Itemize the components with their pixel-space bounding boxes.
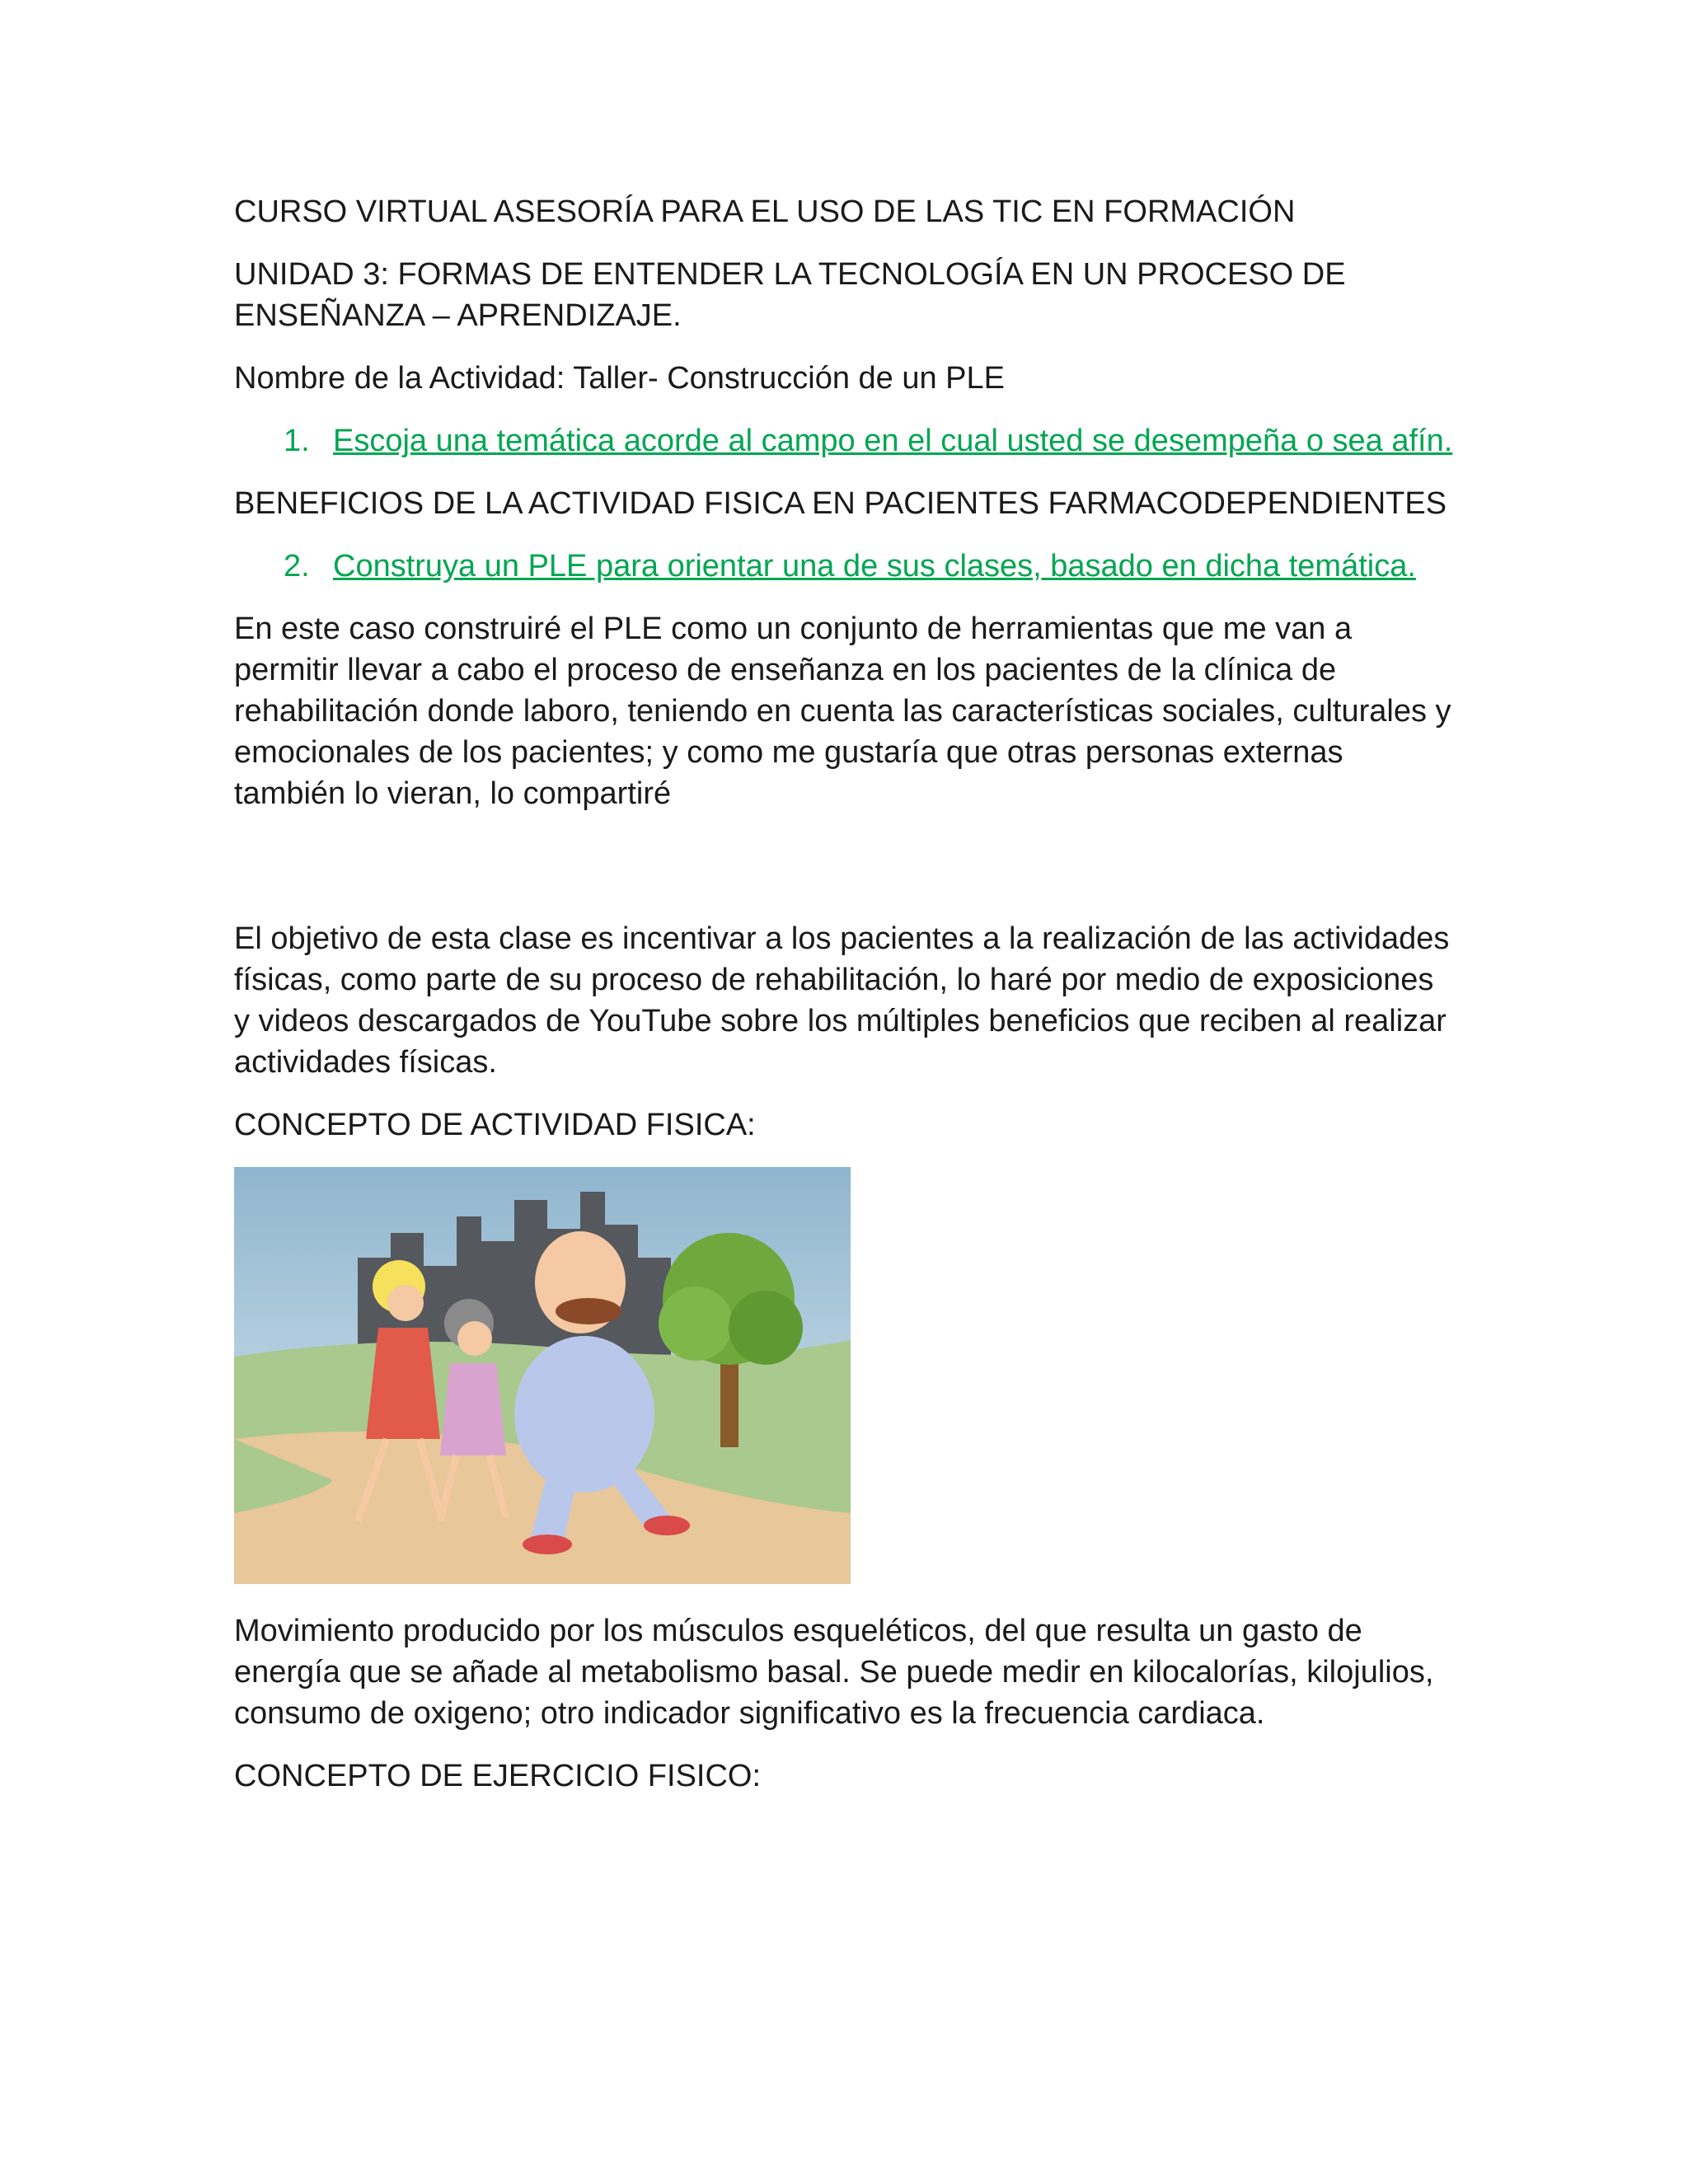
document-body: [234, 191, 1454, 1818]
woman2-face: [457, 1321, 492, 1356]
tree-crown-right: [729, 1291, 803, 1365]
list-number: 1.: [284, 424, 310, 458]
tree-crown-left: [659, 1286, 733, 1361]
step-list-2: [234, 546, 1454, 587]
woman1-face: [387, 1285, 424, 1321]
heading-physical-exercise: CONCEPTO DE EJERCICIO FISICO:: [234, 1759, 762, 1793]
man-mustache: [556, 1298, 621, 1324]
list-number: 2.: [284, 549, 310, 583]
course-title: CURSO VIRTUAL ASESORÍA PARA EL USO DE LAS TIC EN FORMACIÓN: [234, 194, 1296, 229]
step2-link[interactable]: Construya un PLE para orientar una de sus clases, basado en dicha temática.: [333, 549, 1416, 583]
step1-link[interactable]: Escoja una temática acorde al campo en el cual usted se desempeña o sea afín.: [333, 424, 1453, 458]
paragraph-definition: Movimiento producido por los músculos esqueléticos, del que resulta un gasto de energía que se añade al metabolismo basal. Se puede medir en kilocalorías, kilojulios, consumo de oxigeno; otro indicador significativo es la frecuencia cardiaca.: [234, 1614, 1434, 1731]
unit-title: UNIDAD 3: FORMAS DE ENTENDER LA TECNOLOGÍA EN UN PROCESO DE ENSEÑANZA – APRENDIZAJE.: [234, 257, 1346, 333]
blank-space: [234, 836, 1454, 918]
woman1-dress: [366, 1328, 440, 1439]
man-shoe-left: [523, 1535, 572, 1554]
step-list-1: [234, 420, 1454, 462]
illustration-people-walking: [234, 1167, 851, 1584]
activity-name: Nombre de la Actividad: Taller- Construcción de un PLE: [234, 361, 1006, 396]
list-item: [234, 420, 1454, 462]
list-item: [234, 546, 1454, 587]
theme-title: BENEFICIOS DE LA ACTIVIDAD FISICA EN PACIENTES FARMACODEPENDIENTES: [234, 486, 1447, 521]
paragraph-ple: En este caso construiré el PLE como un conjunto de herramientas que me van a permitir llevar a cabo el proceso de enseñanza en los pacientes de la clínica de rehabilitación donde laboro, teniendo en cuenta las características sociales, culturales y emocionales de los pacientes; y como me gustaría que otras personas externas también lo vieran, lo compartiré: [234, 612, 1451, 811]
woman2-dress: [440, 1363, 506, 1455]
man-shoe-right: [644, 1516, 690, 1535]
heading-physical-activity: CONCEPTO DE ACTIVIDAD FISICA:: [234, 1108, 756, 1142]
paragraph-objective: El objetivo de esta clase es incentivar a los pacientes a la realización de las actividades físicas, como parte de su proceso de rehabilitación, lo haré por medio de exposiciones y videos descargados de YouTube sobre los múltiples beneficios que reciben al realizar actividades físicas.: [234, 921, 1450, 1080]
